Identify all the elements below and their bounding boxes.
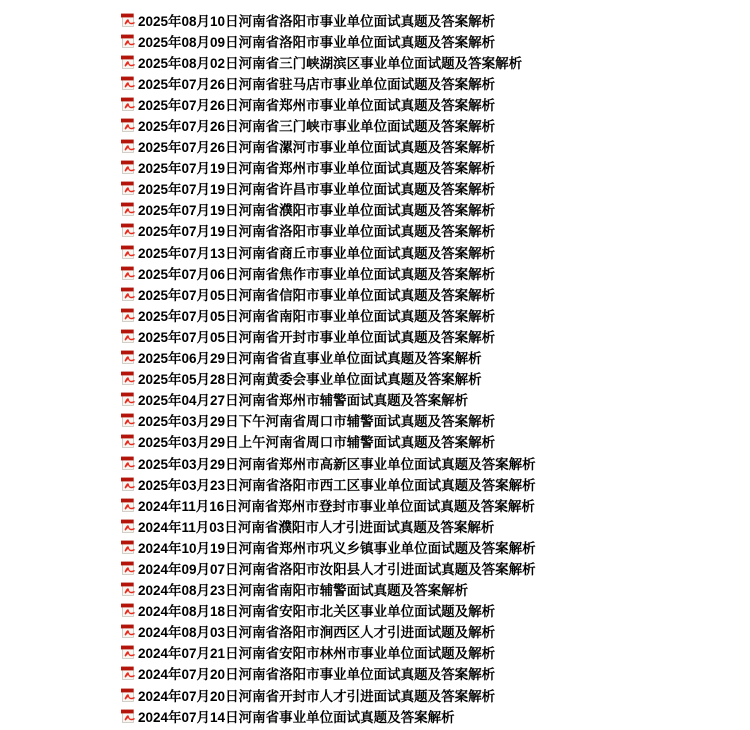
pdf-file-icon: [121, 245, 135, 259]
pdf-file-icon: [121, 434, 135, 448]
pdf-link-label: 2025年07月26日河南省驻马店市事业单位面试题及答案解析: [138, 76, 496, 92]
pdf-link-label: 2025年07月05日河南省南阳市事业单位面试真题及答案解析: [138, 308, 496, 324]
pdf-link-label: 2024年07月21日河南省安阳市林州市事业单位面试题及解析: [138, 646, 496, 662]
pdf-link[interactable]: [121, 452, 536, 473]
pdf-link-label: 2025年07月19日河南省濮阳市事业单位面试真题及答案解析: [138, 203, 496, 219]
pdf-link[interactable]: [121, 178, 536, 199]
pdf-link[interactable]: [121, 494, 536, 515]
pdf-file-icon: [121, 624, 135, 638]
pdf-link[interactable]: [121, 199, 536, 220]
pdf-link[interactable]: [121, 515, 536, 536]
pdf-file-icon: [121, 561, 135, 575]
pdf-file-icon: [121, 540, 135, 554]
pdf-link-label: 2025年03月23日河南省洛阳市西工区事业单位面试真题及答案解析: [138, 477, 536, 493]
pdf-file-icon: [121, 308, 135, 322]
pdf-file-icon: [121, 76, 135, 90]
pdf-link-label: 2024年07月20日河南省洛阳市事业单位面试真题及答案解析: [138, 667, 496, 683]
pdf-link-label: 2025年07月19日河南省郑州市事业单位面试真题及答案解析: [138, 161, 496, 177]
pdf-file-icon: [121, 139, 135, 153]
pdf-file-icon: [121, 582, 135, 596]
pdf-file-icon: [121, 603, 135, 617]
pdf-file-icon: [121, 519, 135, 533]
pdf-link-label: 2024年08月03日河南省洛阳市涧西区人才引进面试题及解析: [138, 625, 496, 641]
pdf-link-label: 2024年08月18日河南省安阳市北关区事业单位面试题及解析: [138, 604, 496, 620]
pdf-file-icon: [121, 350, 135, 364]
pdf-link-label: 2025年07月05日河南省信阳市事业单位面试真题及答案解析: [138, 287, 496, 303]
pdf-file-icon: [121, 456, 135, 470]
pdf-file-icon: [121, 498, 135, 512]
pdf-link-label: 2024年10月19日河南省郑州市巩义乡镇事业单位面试题及答案解析: [138, 540, 536, 556]
pdf-link-label: 2025年03月29日下午河南省周口市辅警面试真题及答案解析: [138, 414, 496, 430]
pdf-file-icon: [121, 477, 135, 491]
pdf-link[interactable]: [121, 473, 536, 494]
pdf-link-label: 2024年11月16日河南省郑州市登封市事业单位面试真题及答案解析: [138, 498, 535, 514]
pdf-link-label: 2025年04月27日河南省郑州市辅警面试真题及答案解析: [138, 393, 469, 409]
pdf-link[interactable]: [121, 579, 536, 600]
pdf-link-label: 2025年03月29日上午河南省周口市辅警面试真题及答案解析: [138, 435, 496, 451]
pdf-link[interactable]: [121, 431, 536, 452]
pdf-file-icon: [121, 160, 135, 174]
pdf-link-list: [121, 9, 536, 726]
pdf-link[interactable]: [121, 347, 536, 368]
pdf-link-label: 2025年05月28日河南黄委会事业单位面试真题及答案解析: [138, 372, 482, 388]
pdf-link[interactable]: [121, 51, 536, 72]
pdf-file-icon: [121, 413, 135, 427]
pdf-link[interactable]: [121, 410, 536, 431]
pdf-link[interactable]: [121, 157, 536, 178]
pdf-link[interactable]: [121, 705, 536, 726]
pdf-link[interactable]: [121, 93, 536, 114]
pdf-file-icon: [121, 371, 135, 385]
pdf-link-label: 2025年07月19日河南省洛阳市事业单位面试真题及答案解析: [138, 224, 496, 240]
pdf-file-icon: [121, 97, 135, 111]
pdf-link[interactable]: [121, 114, 536, 135]
pdf-file-icon: [121, 118, 135, 132]
pdf-link-label: 2025年07月26日河南省郑州市事业单位面试真题及答案解析: [138, 97, 496, 113]
pdf-link-label: 2025年07月26日河南省漯河市事业单位面试真题及答案解析: [138, 140, 496, 156]
pdf-file-icon: [121, 666, 135, 680]
pdf-link[interactable]: [121, 9, 536, 30]
pdf-link-label: 2025年07月13日河南省商丘市事业单位面试真题及答案解析: [138, 245, 496, 261]
pdf-link-label: 2024年11月03日河南省濮阳市人才引进面试真题及答案解析: [138, 519, 495, 535]
pdf-link-label: 2024年07月14日河南省事业单位面试真题及答案解析: [138, 709, 455, 725]
pdf-link[interactable]: [121, 72, 536, 93]
pdf-link-label: 2025年07月19日河南省许昌市事业单位面试真题及答案解析: [138, 182, 496, 198]
pdf-link[interactable]: [121, 368, 536, 389]
pdf-link[interactable]: [121, 241, 536, 262]
pdf-link-label: 2025年07月05日河南省开封市事业单位面试真题及答案解析: [138, 329, 496, 345]
pdf-link[interactable]: [121, 262, 536, 283]
pdf-link[interactable]: [121, 304, 536, 325]
pdf-file-icon: [121, 202, 135, 216]
pdf-file-icon: [121, 13, 135, 27]
pdf-file-icon: [121, 392, 135, 406]
pdf-link[interactable]: [121, 621, 536, 642]
pdf-link[interactable]: [121, 642, 536, 663]
pdf-file-icon: [121, 709, 135, 723]
pdf-link[interactable]: [121, 30, 536, 51]
pdf-file-icon: [121, 266, 135, 280]
pdf-file-icon: [121, 181, 135, 195]
pdf-link[interactable]: [121, 283, 536, 304]
pdf-link[interactable]: [121, 600, 536, 621]
pdf-file-icon: [121, 287, 135, 301]
pdf-link-label: 2024年07月20日河南省开封市人才引进面试真题及答案解析: [138, 688, 496, 704]
pdf-link-label: 2025年08月09日河南省洛阳市事业单位面试真题及答案解析: [138, 34, 496, 50]
pdf-link[interactable]: [121, 325, 536, 346]
pdf-file-icon: [121, 34, 135, 48]
pdf-link-label: 2025年06月29日河南省省直事业单位面试真题及答案解析: [138, 351, 482, 367]
pdf-file-icon: [121, 329, 135, 343]
pdf-link-label: 2025年07月26日河南省三门峡市事业单位面试题及答案解析: [138, 119, 496, 135]
pdf-link[interactable]: [121, 220, 536, 241]
pdf-link[interactable]: [121, 389, 536, 410]
pdf-link-label: 2025年08月10日河南省洛阳市事业单位面试真题及答案解析: [138, 13, 496, 29]
pdf-link[interactable]: [121, 536, 536, 557]
pdf-file-icon: [121, 645, 135, 659]
pdf-link-label: 2025年07月06日河南省焦作市事业单位面试真题及答案解析: [138, 266, 496, 282]
pdf-file-icon: [121, 223, 135, 237]
pdf-link[interactable]: [121, 136, 536, 157]
pdf-link-label: 2024年08月23日河南省南阳市辅警面试真题及答案解析: [138, 583, 469, 599]
pdf-file-icon: [121, 688, 135, 702]
pdf-link[interactable]: [121, 663, 536, 684]
pdf-file-icon: [121, 55, 135, 69]
pdf-link-label: 2025年08月02日河南省三门峡湖滨区事业单位面试题及答案解析: [138, 55, 523, 71]
pdf-link-label: 2024年09月07日河南省洛阳市汝阳县人才引进面试真题及答案解析: [138, 561, 536, 577]
pdf-link[interactable]: [121, 684, 536, 705]
pdf-link-label: 2025年03月29日河南省郑州市高新区事业单位面试真题及答案解析: [138, 456, 536, 472]
pdf-link[interactable]: [121, 557, 536, 578]
